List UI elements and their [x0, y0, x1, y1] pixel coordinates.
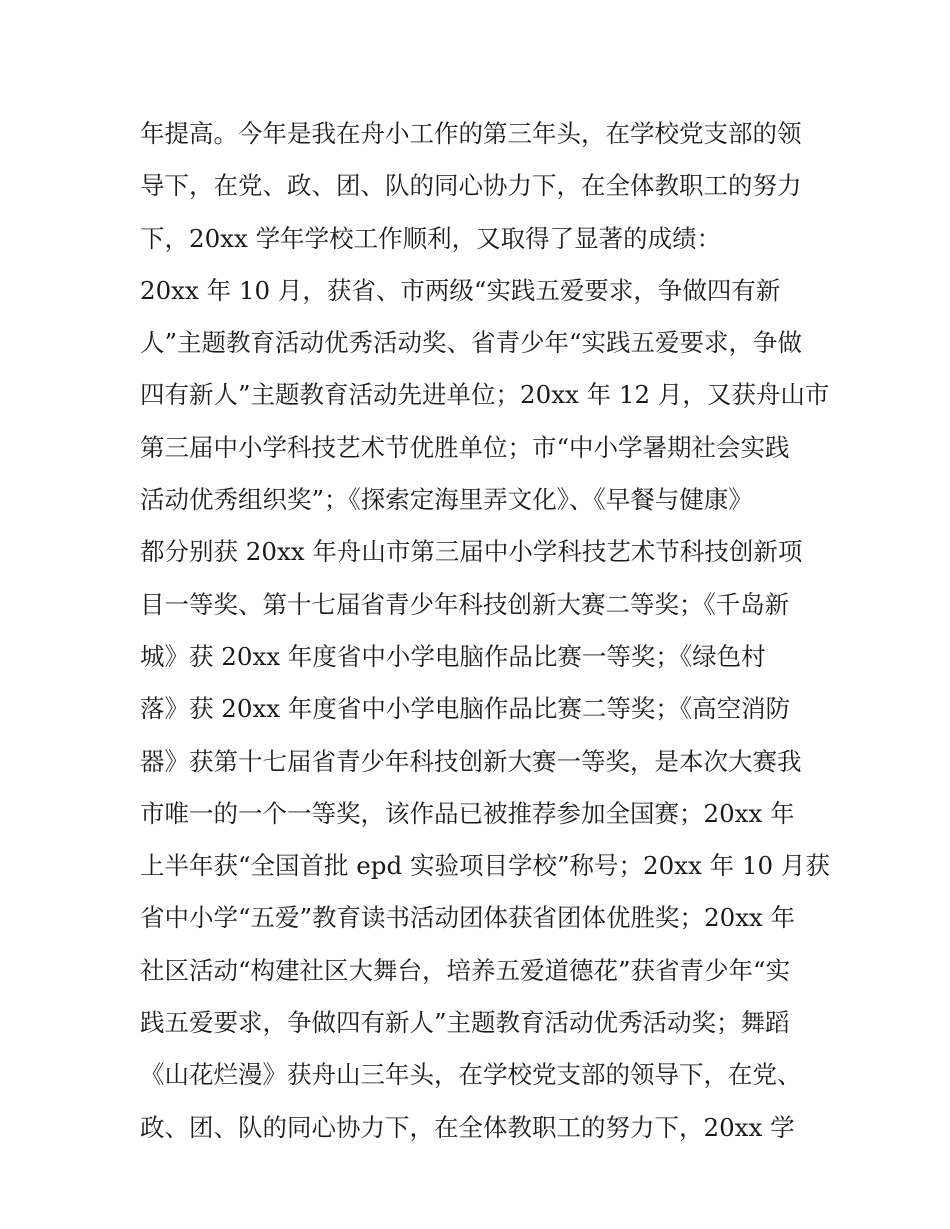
text-line: 目一等奖、第十七届省青少年科技创新大赛二等奖；《千岛新 [140, 589, 790, 619]
text-line: 省中小学“五爱”教育读书活动团体获省团体优胜奖；20xx 年 [140, 903, 796, 933]
text-line: 下，20xx 学年学校工作顺利，又取得了显著的成绩： [140, 223, 722, 253]
text-line: 活动优秀组织奖”；《探索定海里弄文化》、《早餐与健康》 [140, 485, 753, 515]
text-line: 器》获第十七届省青少年科技创新大赛一等奖，是本次大赛我 [140, 746, 802, 776]
text-line: 年提高。今年是我在舟小工作的第三年头，在学校党支部的领 [140, 119, 802, 148]
text-line: 第三届中小学科技艺术节优胜单位；市“中小学暑期社会实践 [140, 432, 790, 462]
text-line: 政、团、队的同心协力下，在全体教职工的努力下，20xx 学 [140, 1112, 795, 1142]
text-line: 市唯一的一个一等奖，该作品已被推荐参加全国赛；20xx 年 [140, 798, 795, 828]
text-line: 《山花烂漫》获舟山三年头，在学校党支部的领导下，在党、 [140, 1060, 802, 1090]
body-text [140, 108, 830, 1154]
text-line: 导下，在党、政、团、队的同心协力下，在全体教职工的努力 [140, 171, 802, 201]
text-line: 社区活动“构建社区大舞台，培养五爱道德花”获省青少年“实 [140, 955, 791, 985]
text-line: 四有新人”主题教育活动先进单位；20xx 年 12 月，又获舟山市 [140, 380, 830, 410]
text-line: 落》获 20xx 年度省中小学电脑作品比赛二等奖；《高空消防 [140, 694, 791, 724]
text-line: 践五爱要求，争做四有新人”主题教育活动优秀活动奖；舞蹈 [140, 1008, 790, 1038]
text-line: 上半年获“全国首批 epd 实验项目学校”称号；20xx 年 10 月获 [140, 851, 830, 881]
text-line: 都分别获 20xx 年舟山市第三届中小学科技艺术节科技创新项 [140, 537, 803, 567]
text-line: 人”主题教育活动优秀活动奖、省青少年“实践五爱要求，争做 [140, 328, 803, 358]
text-line: 城》获 20xx 年度省中小学电脑作品比赛一等奖；《绿色村 [140, 641, 766, 671]
text-line: 20xx 年 10 月，获省、市两级“实践五爱要求，争做四有新 [140, 275, 781, 305]
